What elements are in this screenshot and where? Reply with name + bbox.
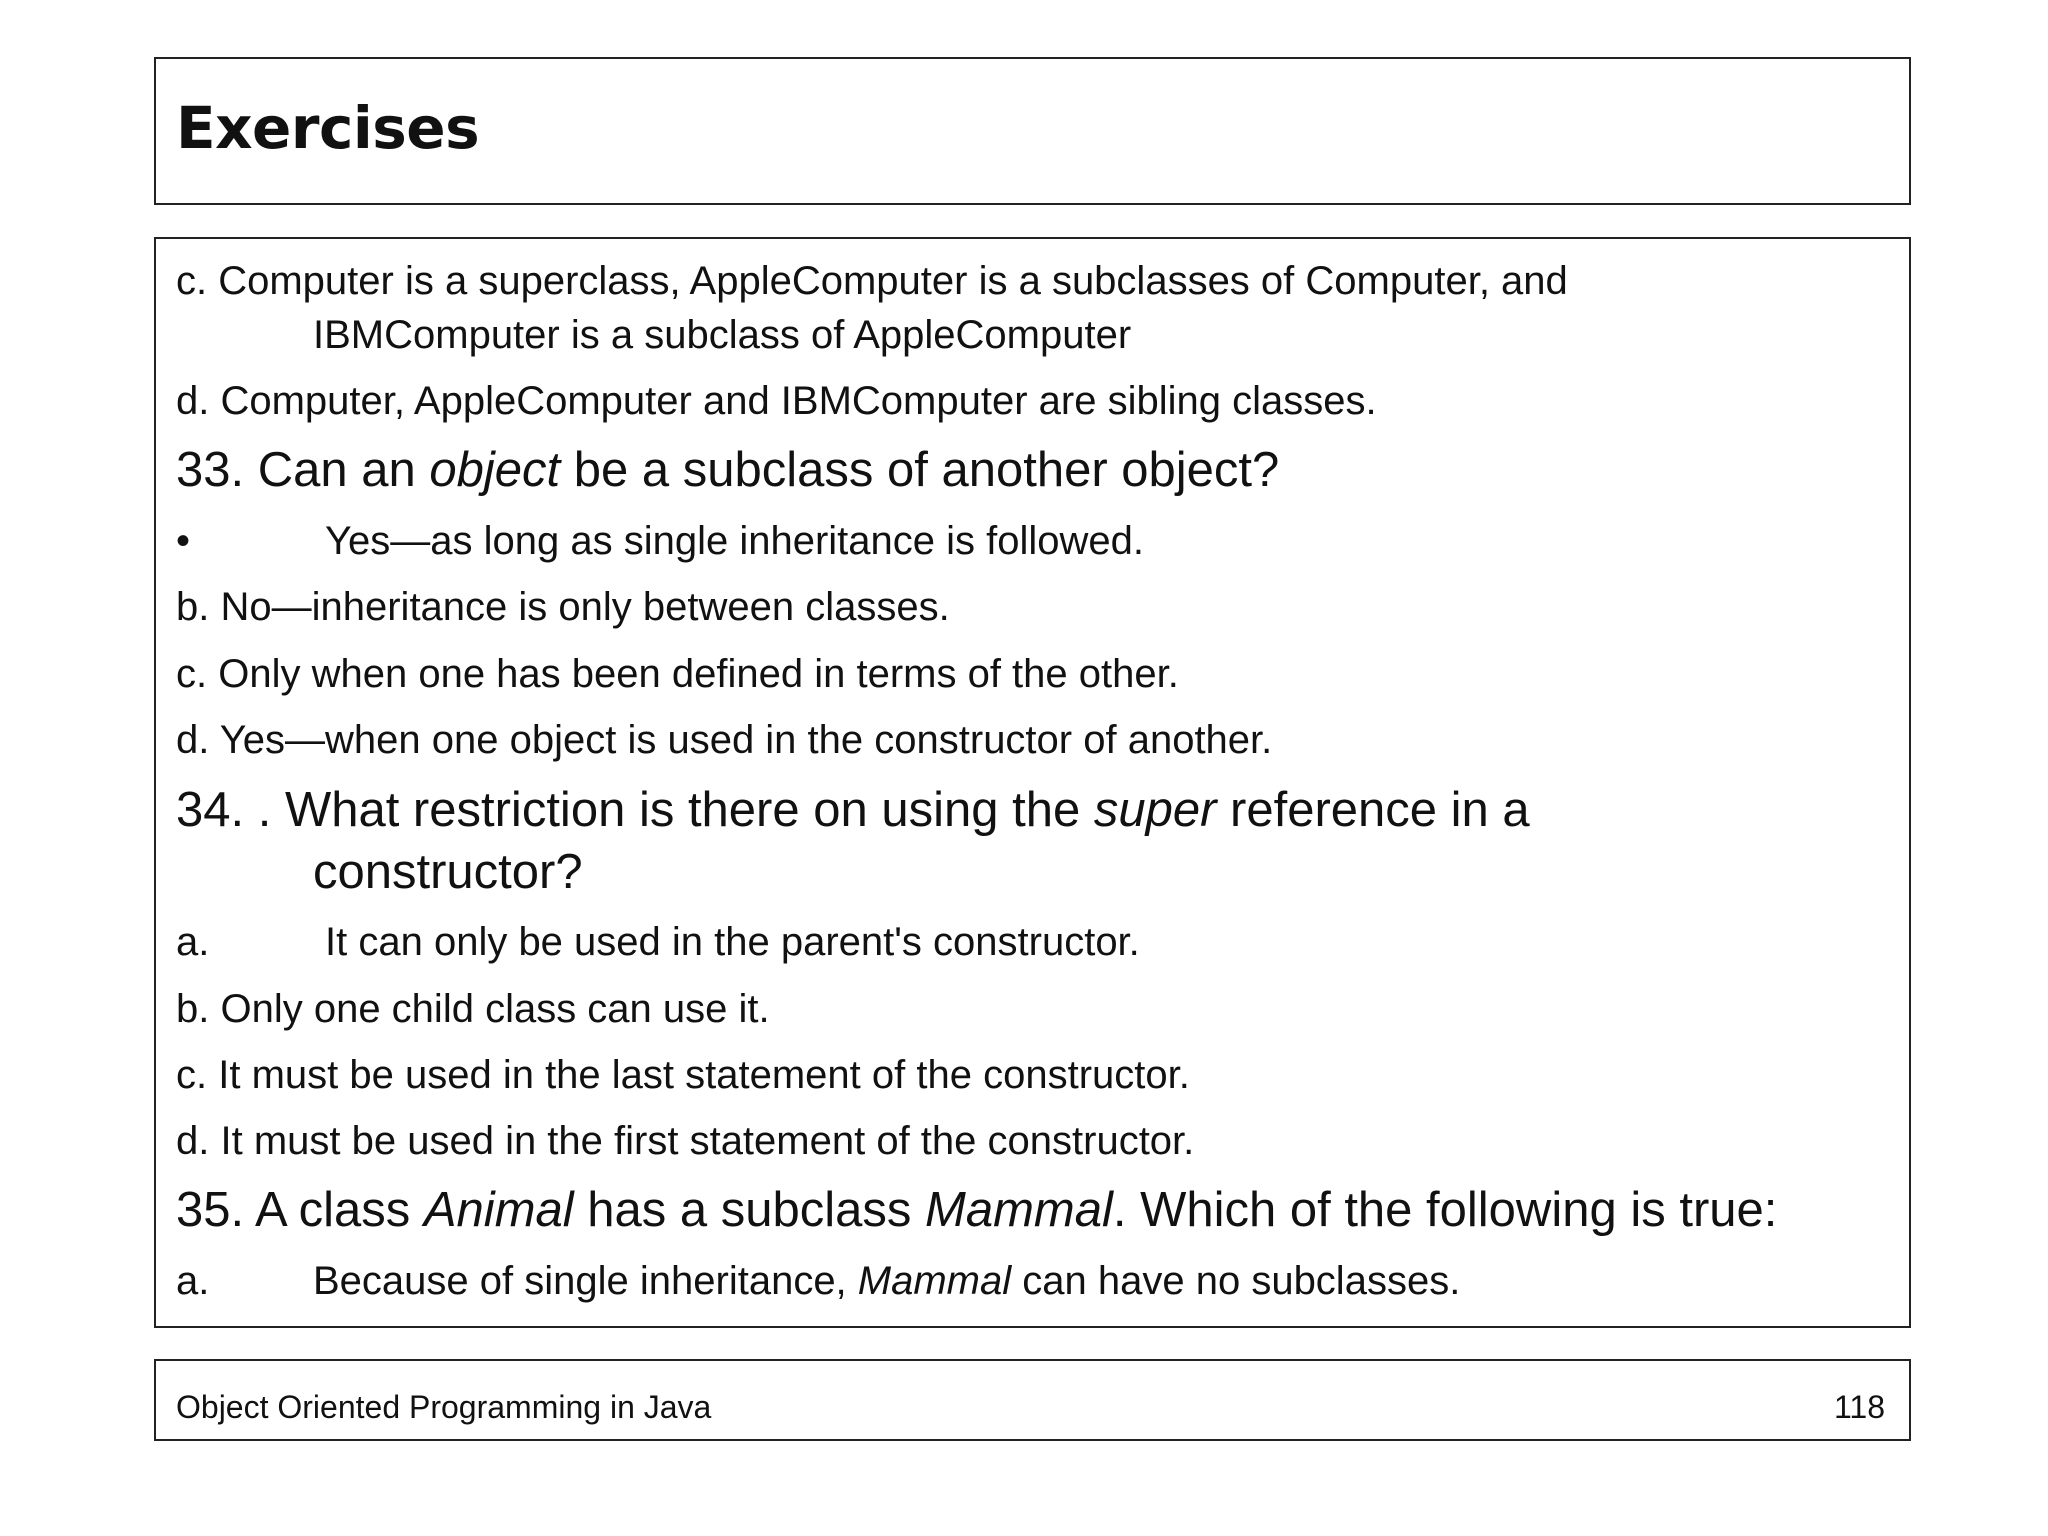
question-33-text-end: be a subclass of another object? [560,443,1280,497]
question-33-option-c: c. Only when one has been defined in terms of the other. [176,652,1179,696]
question-35-option-a-italic-mammal: Mammal [857,1259,1012,1303]
question-32-option-d: d. Computer, AppleComputer and IBMComputer are sibling classes. [176,379,1377,423]
question-33-text-start: 33. Can an [176,443,430,497]
question-35-text-1: 35. A class [176,1183,424,1237]
footer-course-title: Object Oriented Programming in Java [176,1389,712,1425]
question-34-italic-super: super [1093,783,1217,837]
question-34-option-a [176,922,1140,962]
option-a-marker: a. [176,920,210,964]
question-34-option-b: b. Only one child class can use it. [176,987,770,1031]
question-33 [176,443,1280,497]
question-35-italic-animal: Animal [423,1183,574,1237]
question-34-option-c: c. It must be used in the last statement of the constructor. [176,1053,1190,1097]
question-34-line-2: constructor? [313,845,583,899]
question-32-option-c-line-1: c. Computer is a superclass, AppleComputer is a subclasses of Computer, and [176,259,1568,303]
question-35-option-a [176,1261,1460,1301]
question-33-option-a [176,521,1144,561]
question-34-text-end: reference in a [1216,783,1530,837]
question-35-option-a-text-end: can have no subclasses. [1011,1259,1461,1303]
bullet-marker: • [176,519,191,563]
question-35-text-3: . Which of the following is true: [1112,1183,1778,1237]
title-box [154,57,1911,205]
question-35-option-a-text-start: Because of single inheritance, [313,1259,858,1303]
question-32-option-c-line-2: IBMComputer is a subclass of AppleComputer [313,313,1132,357]
question-35-text-2: has a subclass [573,1183,926,1237]
question-34-line-1 [176,783,1530,837]
question-33-italic-object: object [429,443,561,497]
footer-page-number: 118 [1833,1389,1885,1425]
footer-box [154,1359,1911,1441]
question-33-option-a-text: Yes—as long as single inheritance is followed. [325,519,1145,563]
question-34-option-d: d. It must be used in the first statement of the constructor. [176,1119,1195,1163]
question-34-option-a-text: It can only be used in the parent's constructor. [325,920,1140,964]
content-box [154,237,1911,1328]
question-35-italic-mammal: Mammal [925,1183,1113,1237]
question-33-option-d: d. Yes—when one object is used in the constructor of another. [176,718,1273,762]
question-33-option-b: b. No—inheritance is only between classes. [176,585,950,629]
question-35 [176,1183,1778,1237]
question-34-text-start: 34. . What restriction is there on using the [176,783,1094,837]
slide-title: Exercises [176,94,480,162]
option-a-marker: a. [176,1259,210,1303]
